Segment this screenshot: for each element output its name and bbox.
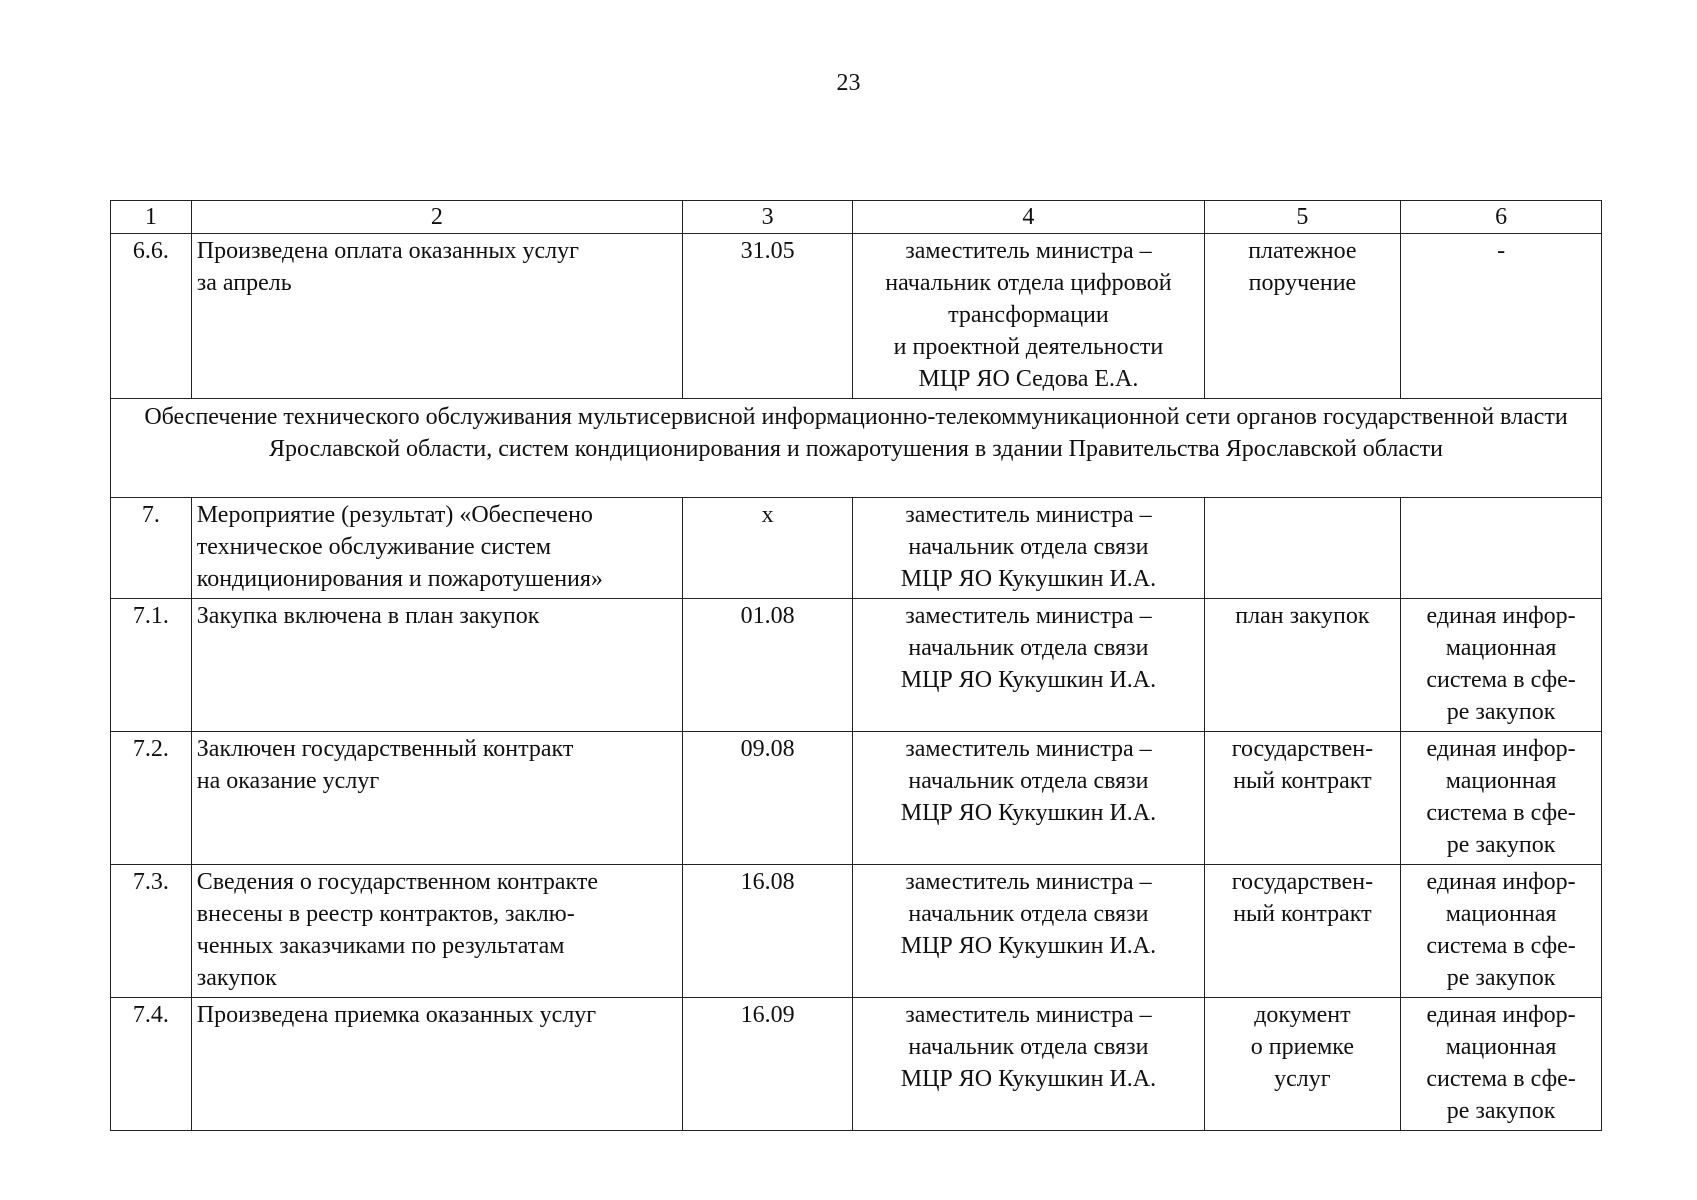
row-name: Мероприятие (результат) «Обеспечено техническое обслуживание систем кондиционирования и пожаротушения»: [191, 498, 682, 599]
row-date: 01.08: [682, 599, 852, 732]
row-name: Произведена оплата оказанных услуг за апрель: [191, 234, 682, 399]
row-number: 6.6.: [111, 234, 192, 399]
column-header: 2: [191, 201, 682, 234]
page-number: 23: [836, 70, 861, 96]
row-document: платежное поручение: [1204, 234, 1400, 399]
row-responsible: заместитель министра – начальник отдела связи МЦР ЯО Кукушкин И.А.: [853, 998, 1204, 1131]
table-header-row: [111, 201, 1602, 234]
row-name: Сведения о государственном контракте внесены в реестр контрактов, заклю- ченных заказчиками по результатам закупок: [191, 865, 682, 998]
row-responsible: заместитель министра – начальник отдела цифровой трансформации и проектной деятельности МЦР ЯО Седова Е.А.: [853, 234, 1204, 399]
row-date: 16.09: [682, 998, 852, 1131]
table-row: [111, 998, 1602, 1131]
row-number: 7.4.: [111, 998, 192, 1131]
row-number: 7.: [111, 498, 192, 599]
row-name: Произведена приемка оказанных услуг: [191, 998, 682, 1131]
row-responsible: заместитель министра – начальник отдела связи МЦР ЯО Кукушкин И.А.: [853, 865, 1204, 998]
row-date: 31.05: [682, 234, 852, 399]
table-row: [111, 865, 1602, 998]
row-system: единая инфор- мационная система в сфе- ре закупок: [1401, 599, 1602, 732]
table-row: [111, 498, 1602, 599]
column-header: 1: [111, 201, 192, 234]
table-row: [111, 732, 1602, 865]
section-row: [111, 399, 1602, 498]
column-header: 3: [682, 201, 852, 234]
column-header: 5: [1204, 201, 1400, 234]
row-system: единая инфор- мационная система в сфе- ре закупок: [1401, 732, 1602, 865]
row-document: план закупок: [1204, 599, 1400, 732]
row-responsible: заместитель министра – начальник отдела связи МЦР ЯО Кукушкин И.А.: [853, 732, 1204, 865]
row-number: 7.1.: [111, 599, 192, 732]
row-system: единая инфор- мационная система в сфе- ре закупок: [1401, 998, 1602, 1131]
row-document: [1204, 498, 1400, 599]
column-header: 4: [853, 201, 1204, 234]
row-document: государствен- ный контракт: [1204, 732, 1400, 865]
row-system: -: [1401, 234, 1602, 399]
row-number: 7.2.: [111, 732, 192, 865]
plan-table: [110, 200, 1602, 1131]
row-system: единая инфор- мационная система в сфе- ре закупок: [1401, 865, 1602, 998]
row-document: документ о приемке услуг: [1204, 998, 1400, 1131]
row-number: 7.3.: [111, 865, 192, 998]
row-date: 09.08: [682, 732, 852, 865]
row-system: [1401, 498, 1602, 599]
row-name: Закупка включена в план закупок: [191, 599, 682, 732]
row-date: 16.08: [682, 865, 852, 998]
row-responsible: заместитель министра – начальник отдела связи МЦР ЯО Кукушкин И.А.: [853, 498, 1204, 599]
row-date: х: [682, 498, 852, 599]
column-header: 6: [1401, 201, 1602, 234]
row-document: государствен- ный контракт: [1204, 865, 1400, 998]
row-name: Заключен государственный контракт на оказание услуг: [191, 732, 682, 865]
section-title: Обеспечение технического обслуживания мультисервисной информационно-телекоммуникационной сети органов государственной власти Ярославской области, систем кондиционирования и пожаротушения в здании Правительства Ярославской области: [111, 399, 1602, 498]
row-responsible: заместитель министра – начальник отдела связи МЦР ЯО Кукушкин И.А.: [853, 599, 1204, 732]
table-row: [111, 234, 1602, 399]
table-row: [111, 599, 1602, 732]
